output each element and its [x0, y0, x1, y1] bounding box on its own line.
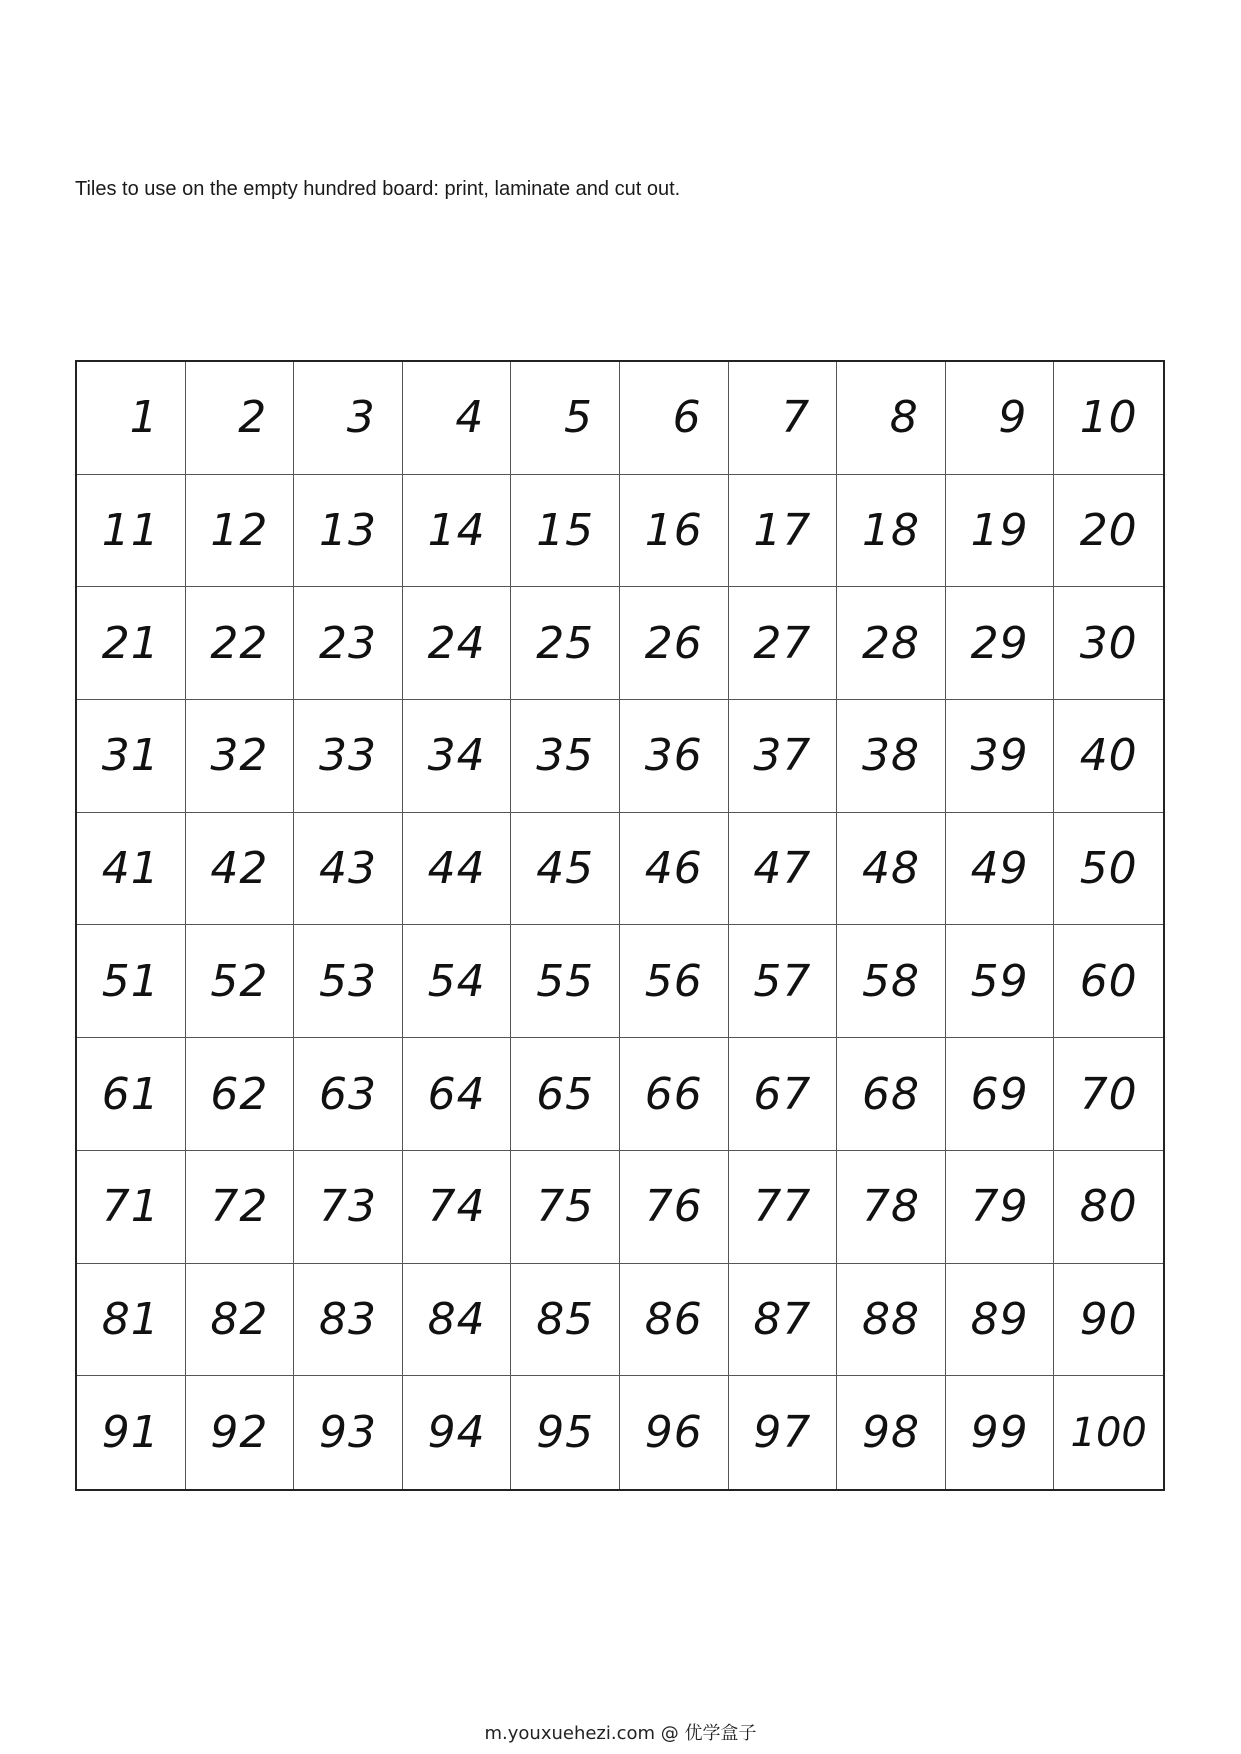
number-tile: 22	[186, 587, 295, 700]
number-tile: 80	[1054, 1151, 1163, 1264]
number-tile: 26	[620, 587, 729, 700]
number-tile: 41	[77, 813, 186, 926]
number-tile: 18	[837, 475, 946, 588]
number-tile: 59	[946, 925, 1055, 1038]
number-tile: 70	[1054, 1038, 1163, 1151]
number-tile: 34	[403, 700, 512, 813]
number-tile: 83	[294, 1264, 403, 1377]
number-tile: 48	[837, 813, 946, 926]
number-tile: 76	[620, 1151, 729, 1264]
number-tile: 56	[620, 925, 729, 1038]
number-tile: 9	[946, 362, 1055, 475]
number-tile: 89	[946, 1264, 1055, 1377]
number-tile: 71	[77, 1151, 186, 1264]
number-tile: 42	[186, 813, 295, 926]
number-tile: 39	[946, 700, 1055, 813]
number-tile: 16	[620, 475, 729, 588]
number-tile: 8	[837, 362, 946, 475]
number-tile: 84	[403, 1264, 512, 1377]
number-tile: 37	[729, 700, 838, 813]
number-tile: 64	[403, 1038, 512, 1151]
number-tile: 49	[946, 813, 1055, 926]
number-tile: 95	[511, 1376, 620, 1489]
number-tile: 23	[294, 587, 403, 700]
number-tile: 7	[729, 362, 838, 475]
number-tile: 11	[77, 475, 186, 588]
number-tile: 12	[186, 475, 295, 588]
number-tile: 96	[620, 1376, 729, 1489]
number-tile: 45	[511, 813, 620, 926]
number-tile: 99	[946, 1376, 1055, 1489]
number-tile: 21	[77, 587, 186, 700]
number-tile: 14	[403, 475, 512, 588]
number-tile: 31	[77, 700, 186, 813]
number-tile: 46	[620, 813, 729, 926]
number-tile: 10	[1054, 362, 1163, 475]
number-tile: 93	[294, 1376, 403, 1489]
number-tile: 33	[294, 700, 403, 813]
number-tile: 68	[837, 1038, 946, 1151]
number-tile: 60	[1054, 925, 1163, 1038]
number-tile: 38	[837, 700, 946, 813]
instructions-text: Tiles to use on the empty hundred board: print, laminate and cut out.	[75, 178, 681, 200]
number-tile: 2	[186, 362, 295, 475]
number-tile: 72	[186, 1151, 295, 1264]
number-tile: 66	[620, 1038, 729, 1151]
number-tile: 28	[837, 587, 946, 700]
number-tile: 75	[511, 1151, 620, 1264]
number-tile: 67	[729, 1038, 838, 1151]
footer-watermark: m.youxuehezi.com @ 优学盒子	[484, 1723, 757, 1744]
number-tile: 91	[77, 1376, 186, 1489]
number-tile: 62	[186, 1038, 295, 1151]
number-tile: 77	[729, 1151, 838, 1264]
number-tile: 73	[294, 1151, 403, 1264]
number-tile: 69	[946, 1038, 1055, 1151]
number-tile: 17	[729, 475, 838, 588]
number-tile: 13	[294, 475, 403, 588]
number-tile: 43	[294, 813, 403, 926]
number-tile: 81	[77, 1264, 186, 1377]
number-tile: 40	[1054, 700, 1163, 813]
number-tile: 44	[403, 813, 512, 926]
number-tile: 36	[620, 700, 729, 813]
number-tile: 53	[294, 925, 403, 1038]
number-tile: 20	[1054, 475, 1163, 588]
number-tile: 4	[403, 362, 512, 475]
number-tile: 51	[77, 925, 186, 1038]
number-tile: 61	[77, 1038, 186, 1151]
number-tile: 86	[620, 1264, 729, 1377]
number-tile: 32	[186, 700, 295, 813]
number-tile: 15	[511, 475, 620, 588]
number-tile: 6	[620, 362, 729, 475]
number-tile: 100	[1070, 1409, 1147, 1456]
number-tile: 85	[511, 1264, 620, 1377]
number-tile: 5	[511, 362, 620, 475]
number-tile: 25	[511, 587, 620, 700]
number-tile: 27	[729, 587, 838, 700]
number-tile: 30	[1054, 587, 1163, 700]
number-tile: 24	[403, 587, 512, 700]
number-tile: 87	[729, 1264, 838, 1377]
number-tile: 90	[1054, 1264, 1163, 1377]
number-tile: 94	[403, 1376, 512, 1489]
number-tile: 1	[77, 362, 186, 475]
number-tile: 92	[186, 1376, 295, 1489]
number-tile: 58	[837, 925, 946, 1038]
number-tile: 29	[946, 587, 1055, 700]
number-tile: 52	[186, 925, 295, 1038]
hundred-board-grid	[75, 360, 1165, 1491]
number-tile: 79	[946, 1151, 1055, 1264]
number-tile: 47	[729, 813, 838, 926]
number-tile: 74	[403, 1151, 512, 1264]
number-tile: 88	[837, 1264, 946, 1377]
number-tile: 97	[729, 1376, 838, 1489]
number-tile: 55	[511, 925, 620, 1038]
number-tile: 63	[294, 1038, 403, 1151]
number-tile: 35	[511, 700, 620, 813]
number-tile: 65	[511, 1038, 620, 1151]
number-tile: 50	[1054, 813, 1163, 926]
number-tile: 54	[403, 925, 512, 1038]
number-tile: 57	[729, 925, 838, 1038]
number-tile: 82	[186, 1264, 295, 1377]
number-tile: 19	[946, 475, 1055, 588]
number-tile: 78	[837, 1151, 946, 1264]
number-tile: 98	[837, 1376, 946, 1489]
number-tile: 3	[294, 362, 403, 475]
